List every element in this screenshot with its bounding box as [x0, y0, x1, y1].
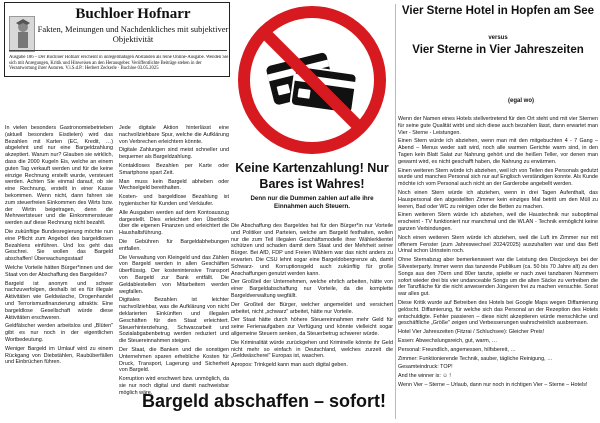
- paragraph: Die Verwaltung von Kleingeld und das Zählen von Bargeld werden in allen Geschäften überflüssig. Der kostenintensive Transport von Bargeld zur Bank entfällt. Die Geldablestellen von Mitarbeitern werden wegfallen.: [119, 254, 229, 295]
- masthead-subtitle: Fakten, Meinungen und Nachdenkliches mit subjektiver Objektivität: [37, 24, 229, 44]
- paragraph: Ohne Sternabzug aber bemerkenswert war die Leistung des Discjockeys bei der Silvesterparty. Immer wenn das tanzende Publikum (ca. 50 bis 70 Jahre alt) zu den Songs aus den 70ern und 80er tanzte, spielte er nach zwei tanzbaren Nummern sofort wieder drei bis vier undanceable Songs um die alten Säcke zu vertreiben die der Tanzfläche für die nicht anwesenden Jüngeren frei zu machen versuchte. Sonst war alles gut.: [398, 257, 598, 298]
- masthead-title: Buchloer Hofnarr: [75, 6, 191, 22]
- paragraph: Einen Stern würde ich abziehen, wenn man mit den mitgebuchten 4 - 7 Gang – Abend – Menus weder satt wird, noch alle warmen Gerichte warm sind, in den Tagen kein Blatt Salat zur Nahrung gehört und die heißen Teller, vor denen man gewarnt wird, es nicht geschafft haben, die Nahrung zu erwärmen.: [398, 138, 598, 165]
- masthead-divider: [9, 50, 227, 51]
- paragraph: Jede digitale Aktion hinterlässt eine nachvollziehbare Spur, welche die Aufklärung von Verbrechen erleichtern könnte.: [119, 125, 229, 145]
- right-heading-1: Vier Sterne Hotel in Hopfen am See: [401, 5, 595, 17]
- paragraph: Personal: Freundlich, angemessen, hilfsbereit, …: [398, 346, 516, 353]
- paragraph: Einen weiteren Stern würde ich abziehen, weil ich von Teilen des Personals gedutzt wurde und manches Personal sich nur auf Englisch verständigen konnte. Als Kunde möchte ich vom Personal auch nicht an der Garderobe angebellt werden.: [398, 167, 598, 188]
- paragraph: Kosten- und bargeldlose Bezahlung ist hygienischer für Kunden und Verkäufer.: [119, 194, 229, 207]
- paragraph: Zimmer: Funktionierende Technik, sauber, tägliche Reinigung, …: [398, 355, 553, 362]
- paragraph: Man muss kein Bargeld abheben oder Wechselgeld bereithalten.: [119, 178, 229, 192]
- paragraph: In vielen besonders Gastronomiebetrieben (aktuell besonders Eisdielen) wird das Bezahlen mit Karten (EC, Kredit, …) abgelehnt und nur eine Bargeldzahlung akzeptiert. Warum nur? Glauben sie wirklich, dass die 2000 Kugeln Eis, welche an einem guten Tag verkauft werden und für die keine einzige Rechnung erstellt wurde, versteuert werden. Achten Sie einmal darauf, ob sie eine Rechnung, erstellt in einer Kasse bekommen. Wenn nicht, dann fahren sie zum steuerfreien Einkommen des Wirts bzw. der Wirtin beigetragen, denn die Mehrwertsteuer und die Einkommensteuer werden auf diese Rechnung nicht bezahlt.: [5, 125, 113, 227]
- paragraph: And the winner is: ☺ !: [398, 373, 451, 380]
- paragraph: Die Abschaffung des Bargeldes hat für den Bürger*in nur Vorteile und Politiker und Parteien, welche am Bargeld festhalten, wollen nur die zum Teil illegalen Geschäftsmodelle ihrer Wählerklientel schützen und schaden damit dem Staat und der Mehrheit seiner Bürger. Bei AfD, FDP und Freien Wählern war das nicht anders zu erwarten. Die CSU lehnt sogar eine Bargeldobergrenze ab, damit Schwarz- und Korruptionsgeld auch zukünftig für große Anschaffungen genutzt werden kann.: [231, 223, 393, 277]
- paragraph: Hotel Vier Jahreszeiten (Fitzrai / Schluchsee): Gleicher Preis!: [398, 329, 545, 336]
- paragraph: Noch einen Stern würde ich abziehen, wenn in drei Tagen Aufenthalt, das Hauspersonal den abgestellten Zimmer kein einziges Mal betritt um den Müll zu leeren, Bad oder WC zu reinigen oder die Betten zu machen.: [398, 189, 598, 210]
- masthead: [4, 2, 230, 77]
- right-note: (egal wo): [508, 98, 535, 104]
- article-column-2: [119, 125, 229, 410]
- paragraph: Welche Vorteile hätten Bürger*innen und der Staat von der Abschaffung des Bargeldes?: [5, 264, 113, 278]
- paragraph: Die Gebühren für Bargeldabhebungen entfallen.: [119, 238, 229, 252]
- paragraph: Diese Kritik wurde auf Betreiben des Hotels bei Google Maps wegen Diffamierung gelöscht. Diffamierung, für welche sich das Personal an der Rezeption des Hotels entschuldigte. Fehler passieren – diese nicht akzeptieren würde menschliche und geschäftliche „Größe" zeigen und Verbesserungen wahrscheinlich ausbremsen.: [398, 299, 598, 327]
- paragraph: Wenn Vier – Sterne – Urlaub, dann nur noch in richtigen Vier – Sterne – Hotels!: [398, 381, 588, 388]
- right-heading-2: Vier Sterne in Vier Jahreszeiten: [412, 44, 584, 56]
- paragraph: Die zukünftige Bundesregierung möchte nun eine Pflicht zum Angebot des bargeldlosen Bezahlens einführen. Und los geht das Geschrei. Sie wollen das Bargeld abschaffen! Überwachungsstaat!: [5, 228, 113, 263]
- paragraph: Digitale Zahlungen sind meist schneller und bequemer als Bargeldzahlung.: [119, 147, 229, 161]
- paragraph: Apropos: Trinkgeld kann man auch digital geben.: [231, 362, 348, 369]
- paragraph: Die Kriminalität würde zurückgehen und Kriminelle könnte ihr Geld nicht mehr so einfach in Deutschland, welches zurzeit die „Geldwäscherei" Europas ist, waschen.: [231, 339, 393, 360]
- paragraph: Der Staat hätte durch höhere Steuereinnahmen mehr Geld für seine Ferienaufgaben zur Verfügung und könnte vielleicht sogar allgemeine Steuern senken, da Steuerbetrug schwerer würde.: [231, 317, 393, 337]
- paragraph: Geldfälscher werden arbeitslos und „Blüten" gibt es nur noch in der eigentlichen Wortbedeutung.: [5, 323, 113, 343]
- paragraph: Essen: Abwechslungsreich, gut, warm, …: [398, 337, 498, 344]
- paragraph: Kontaktloses Bezahlen per Karte oder Smartphone spart Zeit.: [119, 162, 229, 176]
- column-divider: [395, 4, 396, 419]
- paragraph: Korruption wird erschwert bzw. unmöglich, da sie nur noch digital und damit nachweisbar möglich wäre.: [119, 376, 229, 396]
- center-subhead: Denn nur die Dummen zahlen auf alle ihre Einnahmen auch Steuern.: [250, 195, 374, 210]
- paragraph: Digitales Bezahlen ist leichter nachvollziehbar, was die Aufklärung von nicht deklarierten Einkünften und illegalen Geschäften für den Staat erleichtert. Steuerhinterziehung, Schwarzarbeit und Sozialabgabenbetrug werden reduziert und die Steuereinnahmen steigen.: [119, 297, 229, 345]
- paragraph: Weniger Bargeld im Umlauf wird zu einem Rückgang von Diebstählen, Raubüberfällen und Einbrüchen führen.: [5, 345, 113, 366]
- paragraph: Gesamteindruck: TOP!: [398, 364, 453, 371]
- slogan: Bargeld abschaffen – sofort!: [141, 391, 387, 411]
- no-card-payment-sign-icon: [236, 4, 388, 156]
- paragraph: Der Großteil der Bürger, welcher angemeldet und versichert arbeitet, nicht „schwarz" arbeitet, hätte nur Vorteile.: [231, 301, 393, 315]
- paragraph: Der Großteil der Unternehmen, welche ehrlich arbeiten, hätte von einer Bargeldabschaffung nur Vorteile, da die komplette Bargeldverwaltung wegfällt.: [231, 279, 393, 299]
- paragraph: Der Staat, die Banken und die sonstigen Unternehmen sparen erhebliche Kosten für Druck, Transport, Lagerung und Sicherheit von Bargeld.: [119, 346, 229, 374]
- center-article: [231, 223, 393, 371]
- right-versus: versus: [488, 35, 508, 41]
- jester-illustration-icon: [9, 16, 35, 52]
- paragraph: Einen weiteren Stern würde ich abziehen, weil die Haustechnik nur suboptimal erscheint - TV funktioniert nur manchmal und die WLAN - Technik ermöglicht keine ganzen Verbindungen.: [398, 212, 598, 232]
- right-article: [398, 116, 598, 421]
- paragraph: Noch einen weiteren Stern würde ich abziehen, weil die Luft im Zimmer nur mit offenem Fenster (zum Jahreswechsel 2024/2025) auszuhalten war und das Bett Urinal schon Urinstein roch.: [398, 234, 598, 255]
- center-headline: Keine Kartenzahlung! Nur Bares ist Wahres!: [235, 161, 389, 191]
- masthead-edition-note: Ausgabe 186 – Der Buchloer Hofnarr erscheint in unregelmäßigen Abständen als reine Online-Ausgabe. Wenden Sie sich mit Anregungen, Kritik und Hinweisen an den Herausgeber. Veröffentlichte Beiträge stehen in der Verantwortung ihrer Autoren. V.i.S.d.P.: Herbert Zeckerle · Buchloe 03.05.2025: [9, 55, 229, 71]
- paragraph: Alle Ausgaben werden auf dem Kontoauszug dargestellt. Dies erleichtert den Überblick über die eigenen Finanzen und erleichtert die Haushaltsführung.: [119, 209, 229, 237]
- paragraph: Wenn der Namen eines Hotels stellvertretend für den Ort steht und mit vier Sternen für seine gute Qualität wirbt und sich diese auch bezahlen lässt, dann erwartet man Vier - Sterne - Leistungen.: [398, 116, 598, 136]
- article-column-1: [5, 125, 113, 419]
- paragraph: Bargeld ist anonym und schwer nachzuverfolgen, deshalb ist es für illegale Aktivitäten wie Geldwäsche, Drogenhandel und Terrorismusfinanzierung attraktiv. Eine bargeldlose Gesellschaft würde diese Aktivitäten erschweren.: [5, 280, 113, 321]
